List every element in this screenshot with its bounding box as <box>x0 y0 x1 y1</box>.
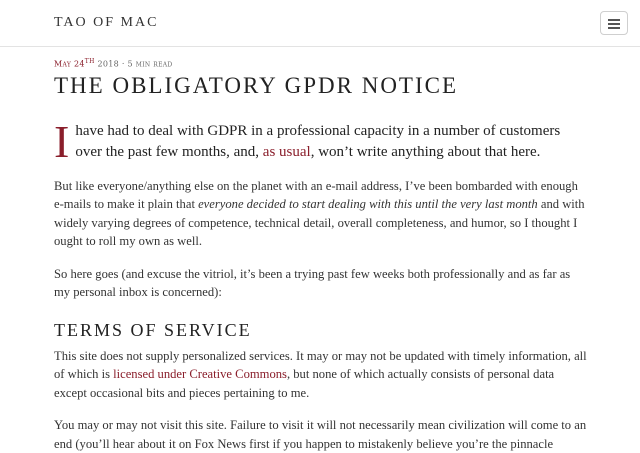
creative-commons-link[interactable]: licensed under Creative Commons <box>113 367 287 382</box>
section-heading-terms: TERMS OF SERVICE <box>54 319 252 340</box>
paragraph-2: So here goes (and excuse the vitriol, it’s been a trying past few weeks both professionally and as far as my personal inbox is concerned): <box>54 266 571 300</box>
lead-text-1: have had to deal with GDPR in a professional capacity in a number of customers over the past few months, and, <box>75 122 561 160</box>
p1-emphasis: everyone decided to start dealing with this until the very last month <box>198 197 538 212</box>
p1-text-1: But like everyone/anything else on the planet with an e-mail address, I’ve been bombarded with enough e-mails to make it plain that <box>54 178 578 212</box>
lead-paragraph <box>54 115 589 167</box>
paragraph-3 <box>54 347 589 403</box>
drop-cap: I <box>54 115 70 167</box>
post-meta <box>54 58 589 69</box>
hamburger-menu-icon <box>608 19 620 21</box>
lead-text-2: , won’t write anything about that here. <box>310 143 541 160</box>
post-date: May 24 <box>54 59 85 69</box>
as-usual-link[interactable]: as usual <box>262 143 311 160</box>
top-navbar <box>0 0 640 47</box>
site-title[interactable]: TAO OF MAC <box>54 15 159 30</box>
paragraph-1 <box>54 177 589 251</box>
p3-text-2: , but none of which actually consists of personal data except occasional bits and pieces pertaining to me. <box>54 367 555 400</box>
menu-toggle-button[interactable] <box>600 11 628 35</box>
article <box>54 58 589 453</box>
p3-text-1: This site does not supply personalized services. It may or may not be updated with timely information, all of which is <box>54 348 587 382</box>
post-date-rest: 2018 · 5 min read <box>94 59 173 69</box>
post-date-suffix: TH <box>84 58 95 65</box>
p1-text-2: and with widely varying degrees of competence, technical detail, overall completeness, and humor, so I thought I ought to roll my own as well. <box>54 197 585 249</box>
paragraph-4: You may or may not visit this site. Failure to visit it will not necessarily mean civilization will come to an end (you’ll hear about it on Fox News first if you happen to mistakenly believe you’re the pinnacle <box>54 418 587 451</box>
post-title: THE OBLIGATORY GPDR NOTICE <box>54 72 459 98</box>
